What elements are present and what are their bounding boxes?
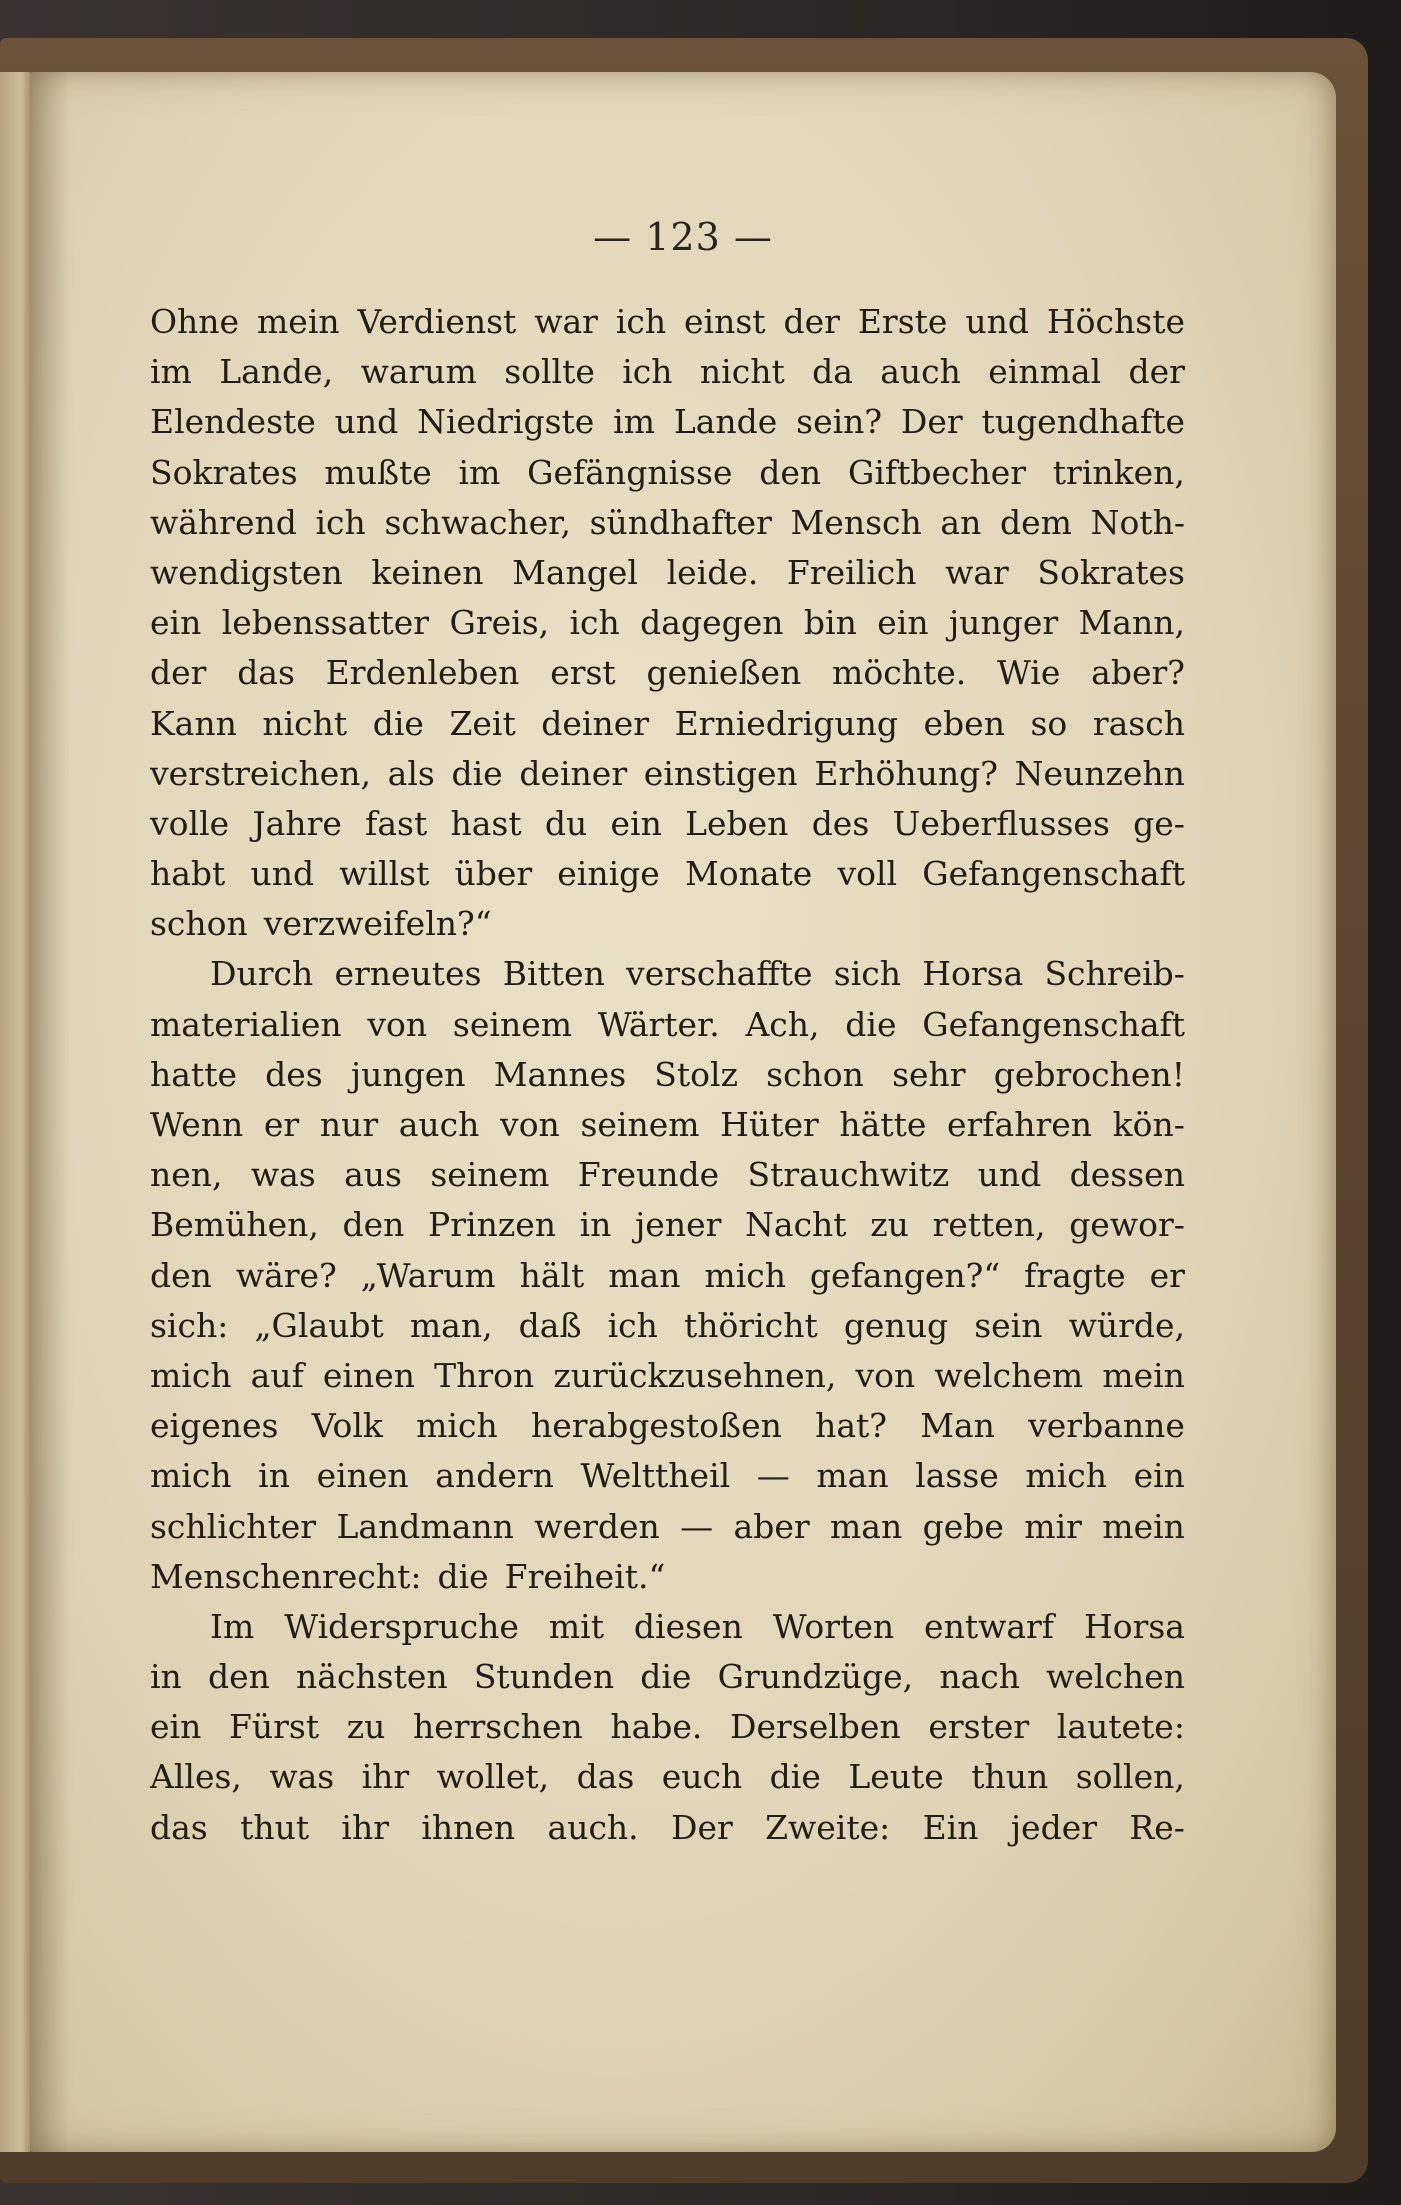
word: thöricht <box>684 1305 818 1345</box>
text-line <box>150 548 1185 598</box>
word: mich <box>150 1355 232 1395</box>
word: Grundzüge, <box>717 1657 914 1697</box>
word: schlichter <box>150 1506 317 1546</box>
word: mein <box>257 302 340 341</box>
word: einst <box>684 302 766 341</box>
word: willst <box>339 854 430 894</box>
word: nach <box>939 1657 1020 1697</box>
word: auch <box>880 352 961 392</box>
word: Horsa <box>1083 1606 1185 1646</box>
word: Höchste <box>1046 302 1185 341</box>
word: Erhöhung? <box>814 753 998 793</box>
word: verschaffte <box>626 954 813 994</box>
word: Bemühen, <box>150 1205 319 1245</box>
word: jener <box>635 1205 722 1245</box>
word: seinem <box>452 1004 573 1044</box>
word: Strauchwitz <box>747 1155 950 1195</box>
word: ein <box>610 803 662 843</box>
word: er <box>263 1105 300 1144</box>
word: erster <box>928 1707 1030 1747</box>
word: Nacht <box>745 1205 847 1245</box>
word: werden <box>534 1506 660 1546</box>
word: ihr <box>341 1807 390 1847</box>
word: thut <box>240 1807 310 1847</box>
word: Leute <box>848 1757 944 1797</box>
word: gebe <box>922 1506 1004 1546</box>
text-line <box>150 899 1185 949</box>
word: sehr <box>892 1054 966 1094</box>
word: habt <box>150 854 226 894</box>
word: von <box>367 1004 428 1044</box>
word: fragte <box>1024 1255 1126 1295</box>
word: — <box>680 1506 714 1546</box>
word: auch <box>398 1105 480 1144</box>
word: auch. <box>547 1807 639 1847</box>
text-line <box>150 397 1185 447</box>
word: Leben <box>685 803 789 843</box>
word: nur <box>319 1105 379 1144</box>
word: welchem <box>934 1355 1084 1395</box>
word: ihr <box>361 1757 410 1797</box>
word: die <box>372 703 424 743</box>
word: und <box>977 1155 1042 1195</box>
word: Hüter <box>720 1105 819 1144</box>
word: deiner <box>519 753 628 793</box>
word: mir <box>1024 1506 1082 1546</box>
word: die <box>451 753 503 793</box>
word: man, <box>409 1305 493 1345</box>
word: schon <box>766 1054 864 1094</box>
word: „Glaubt <box>254 1305 384 1345</box>
word: nen, <box>150 1155 223 1195</box>
word: Gefangenschaft <box>922 1004 1185 1044</box>
word: Stunden <box>473 1657 615 1697</box>
word: schon <box>150 904 248 944</box>
word: jungen <box>350 1054 466 1094</box>
word: einen <box>322 1355 416 1395</box>
word: war <box>534 302 598 341</box>
word: Noth- <box>1090 502 1185 542</box>
word: entwarf <box>924 1606 1055 1646</box>
word: Freunde <box>577 1155 720 1195</box>
word: was <box>250 1155 316 1195</box>
word: ich <box>569 603 620 643</box>
word: thun <box>971 1757 1049 1797</box>
word: habe. <box>610 1707 703 1747</box>
word: als <box>387 753 435 793</box>
word: wendigsten <box>150 552 343 592</box>
text-line <box>150 1752 1185 1802</box>
word: Giftbecher <box>847 452 1027 492</box>
word: in <box>258 1456 290 1496</box>
word: Erniedrigung <box>674 703 898 743</box>
word: Ein <box>922 1807 979 1847</box>
word: bin <box>803 603 857 643</box>
word: man <box>608 1255 681 1295</box>
word: dessen <box>1069 1155 1185 1195</box>
word: gebrochen! <box>993 1054 1185 1094</box>
word: Landmann <box>336 1506 514 1546</box>
word: sich: <box>150 1305 229 1345</box>
word: zu <box>870 1205 909 1245</box>
word: über <box>454 854 533 894</box>
word: Volk <box>311 1406 383 1446</box>
word: aber? <box>1091 653 1185 693</box>
word: genug <box>843 1305 949 1345</box>
word: von <box>855 1355 916 1395</box>
text-line <box>150 1502 1185 1552</box>
word: Mann, <box>1078 603 1185 643</box>
word: Greis, <box>449 603 550 643</box>
word: tugendhafte <box>981 402 1185 442</box>
word: Neunzehn <box>1014 753 1185 793</box>
text-line <box>150 1050 1185 1100</box>
text-line <box>150 1401 1185 1451</box>
word: des <box>265 1054 323 1094</box>
text-line <box>150 1702 1185 1752</box>
word: den <box>759 452 822 492</box>
word: man <box>830 1506 903 1546</box>
word: war <box>945 552 1009 592</box>
word: Wärter. <box>597 1004 720 1044</box>
word: einen <box>316 1456 409 1496</box>
text-line <box>150 347 1185 397</box>
text-line <box>150 1552 1185 1602</box>
word: ich <box>622 352 673 392</box>
word: Widerspruche <box>284 1606 519 1646</box>
book-page <box>30 72 1336 2152</box>
word: Horsa <box>922 954 1024 994</box>
word: erfahren <box>947 1105 1093 1144</box>
word: Verdienst <box>357 302 517 341</box>
text-line <box>150 1652 1185 1702</box>
word: lebenssatter <box>221 603 430 643</box>
word: Erdenleben <box>325 653 520 693</box>
word: nicht <box>699 352 785 392</box>
word: Alles, <box>150 1757 242 1797</box>
word: Man <box>920 1406 995 1446</box>
word: einmal <box>988 352 1102 392</box>
word: das <box>150 1807 208 1847</box>
word: volle <box>150 803 230 843</box>
word: sein <box>974 1305 1043 1345</box>
word: dagegen <box>640 603 784 643</box>
word: in <box>150 1657 182 1697</box>
word: man <box>816 1456 889 1496</box>
word: im <box>613 402 656 442</box>
text-line <box>150 498 1185 548</box>
word: diesen <box>633 1606 743 1646</box>
word: Elendeste <box>150 402 316 442</box>
word: ich <box>615 302 667 341</box>
word: den <box>342 1205 405 1245</box>
text-line <box>150 1251 1185 1301</box>
word: kön- <box>1112 1105 1185 1144</box>
word: und <box>250 854 315 894</box>
word: Ueberflusses <box>892 803 1110 843</box>
text-line <box>150 1200 1185 1250</box>
word: schwacher, <box>384 502 571 542</box>
word: Freiheit.“ <box>504 1556 666 1596</box>
word: mich <box>416 1406 498 1446</box>
word: Derselben <box>730 1707 901 1747</box>
word: Ach, <box>745 1004 820 1044</box>
word: ein <box>877 603 929 643</box>
word: das <box>576 1757 635 1797</box>
word: Ohne <box>150 302 240 341</box>
word: den <box>207 1657 270 1697</box>
word: sündhafter <box>589 502 772 542</box>
word: aber <box>733 1506 810 1546</box>
word: an <box>940 502 982 542</box>
word: ein <box>150 603 202 643</box>
word: wäre? <box>235 1255 337 1295</box>
word: herabgestoßen <box>530 1406 782 1446</box>
text-line <box>150 849 1185 899</box>
text-line <box>150 1803 1185 1853</box>
word: die <box>640 1657 692 1697</box>
word: Sokrates <box>1037 552 1185 592</box>
word: keinen <box>371 552 484 592</box>
text-line <box>150 297 1185 347</box>
word: — <box>756 1456 790 1496</box>
word: mich <box>1025 1456 1107 1496</box>
word: ihnen <box>421 1807 516 1847</box>
word: hätte <box>839 1105 927 1144</box>
word: Zweite: <box>765 1807 891 1847</box>
word: Kann <box>150 703 237 743</box>
word: Fürst <box>228 1707 320 1747</box>
word: Durch <box>210 954 314 994</box>
word: eben <box>923 703 1005 743</box>
word: das <box>237 653 295 693</box>
word: Mangel <box>512 552 638 592</box>
word: des <box>811 803 870 843</box>
text-line <box>150 799 1185 849</box>
word: der <box>783 302 840 341</box>
word: Gefangenschaft <box>922 854 1185 894</box>
word: eigenes <box>150 1406 279 1446</box>
text-line <box>150 1100 1185 1150</box>
word: die <box>437 1556 489 1596</box>
word: Zeit <box>449 703 516 743</box>
word: mein <box>1102 1355 1185 1395</box>
text-line <box>150 1451 1185 1501</box>
word: Lande, <box>219 352 334 392</box>
word: in <box>579 1205 612 1245</box>
word: gewor- <box>1069 1205 1185 1245</box>
word: zu <box>346 1707 386 1747</box>
word: die <box>769 1757 821 1797</box>
gutter-shadow <box>30 72 70 2152</box>
word: hatte <box>150 1054 237 1094</box>
word: einstigen <box>643 753 798 793</box>
word: mein <box>1102 1506 1185 1546</box>
word: ge- <box>1133 803 1185 843</box>
word: Wenn <box>150 1105 244 1144</box>
word: mich <box>704 1255 786 1295</box>
facing-page-edge <box>0 72 30 2152</box>
page-number: — 123 — <box>593 215 773 259</box>
text-line <box>150 1150 1185 1200</box>
word: gefangen?“ <box>809 1255 1001 1295</box>
word: lasse <box>915 1456 999 1496</box>
word: lautete: <box>1056 1707 1185 1747</box>
word: Im <box>210 1606 255 1646</box>
word: so <box>1030 703 1068 743</box>
word: Monate <box>684 854 813 894</box>
word: deiner <box>541 703 650 743</box>
word: Freilich <box>786 552 917 592</box>
word: Stolz <box>654 1054 738 1094</box>
word: der <box>1128 352 1185 392</box>
body-text <box>150 297 1185 1853</box>
word: der <box>150 653 207 693</box>
word: daß <box>518 1305 582 1345</box>
text-line <box>150 448 1185 498</box>
word: ich <box>607 1305 658 1345</box>
word: ein <box>150 1707 202 1747</box>
word: er <box>1149 1255 1185 1295</box>
text-line <box>150 1000 1185 1050</box>
word: verbanne <box>1028 1406 1185 1446</box>
word: möchte. <box>832 653 967 693</box>
word: sollte <box>504 352 595 392</box>
word: warum <box>360 352 477 392</box>
word: Wie <box>996 653 1061 693</box>
word: erneutes <box>334 954 482 994</box>
word: materialien <box>150 1004 342 1044</box>
word: einige <box>557 854 660 894</box>
word: im <box>150 352 192 392</box>
text-line <box>150 1301 1185 1351</box>
word: während <box>150 502 297 542</box>
word: retten, <box>932 1205 1046 1245</box>
word: herrschen <box>412 1707 583 1747</box>
word: mich <box>150 1456 232 1496</box>
word: würde, <box>1068 1305 1185 1345</box>
word: aus <box>344 1155 402 1195</box>
text-line <box>150 648 1185 698</box>
word: im <box>458 452 501 492</box>
word: seinem <box>580 1105 700 1144</box>
word: Jahre <box>252 803 342 843</box>
word: ein <box>1133 1456 1185 1496</box>
word: rasch <box>1092 703 1185 743</box>
word: zurückzusehnen, <box>553 1355 837 1395</box>
text-line <box>150 1602 1185 1652</box>
word: du <box>544 803 588 843</box>
word: leide. <box>666 552 759 592</box>
word: und <box>334 402 399 442</box>
word: die <box>845 1004 897 1044</box>
word: Bitten <box>502 954 605 994</box>
word: auf <box>250 1355 304 1395</box>
word: „Warum <box>360 1255 496 1295</box>
word: euch <box>661 1757 743 1797</box>
word: Thron <box>434 1355 535 1395</box>
word: Mannes <box>493 1054 627 1094</box>
word: genießen <box>646 653 802 693</box>
word: dem <box>999 502 1072 542</box>
word: Mensch <box>790 502 922 542</box>
word: sollen, <box>1075 1757 1185 1797</box>
word: andern <box>435 1456 554 1496</box>
word: und <box>965 302 1029 341</box>
word: Welttheil <box>580 1456 731 1496</box>
word: Re- <box>1129 1807 1185 1847</box>
word: von <box>500 1105 560 1144</box>
word: Erste <box>857 302 948 341</box>
word: ich <box>315 502 366 542</box>
word: Prinzen <box>428 1205 556 1245</box>
word: hast <box>450 803 522 843</box>
word: nicht <box>262 703 348 743</box>
word: hat? <box>815 1406 887 1446</box>
word: erst <box>550 653 616 693</box>
word: mußte <box>324 452 432 492</box>
word: jeder <box>1010 1807 1098 1847</box>
text-line <box>150 949 1185 999</box>
word: mit <box>548 1606 604 1646</box>
text-line <box>150 598 1185 648</box>
word: Niedrigste <box>417 402 595 442</box>
word: sich <box>833 954 902 994</box>
word: was <box>269 1757 335 1797</box>
word: seinem <box>430 1155 550 1195</box>
word: voll <box>837 854 898 894</box>
word: verstreichen, <box>150 753 372 793</box>
word: nächsten <box>296 1657 448 1697</box>
word: trinken, <box>1052 452 1185 492</box>
word: Schreib- <box>1044 954 1185 994</box>
text-line <box>150 1351 1185 1401</box>
word: welchen <box>1046 1657 1185 1697</box>
word: verzweifeln?“ <box>263 904 492 944</box>
word: Der <box>671 1807 733 1847</box>
word: da <box>812 352 853 392</box>
text-line <box>150 749 1185 799</box>
word: wollet, <box>436 1757 550 1797</box>
word: Sokrates <box>150 452 298 492</box>
word: Der <box>900 402 963 442</box>
word: hält <box>519 1255 585 1295</box>
word: den <box>150 1255 212 1295</box>
text-line <box>150 699 1185 749</box>
word: Gefängnisse <box>527 452 733 492</box>
word: Menschenrecht: <box>150 1556 422 1596</box>
word: sein? <box>796 402 883 442</box>
word: junger <box>948 603 1059 643</box>
word: fast <box>365 803 428 843</box>
word: Lande <box>673 402 778 442</box>
word: Worten <box>772 1606 895 1646</box>
